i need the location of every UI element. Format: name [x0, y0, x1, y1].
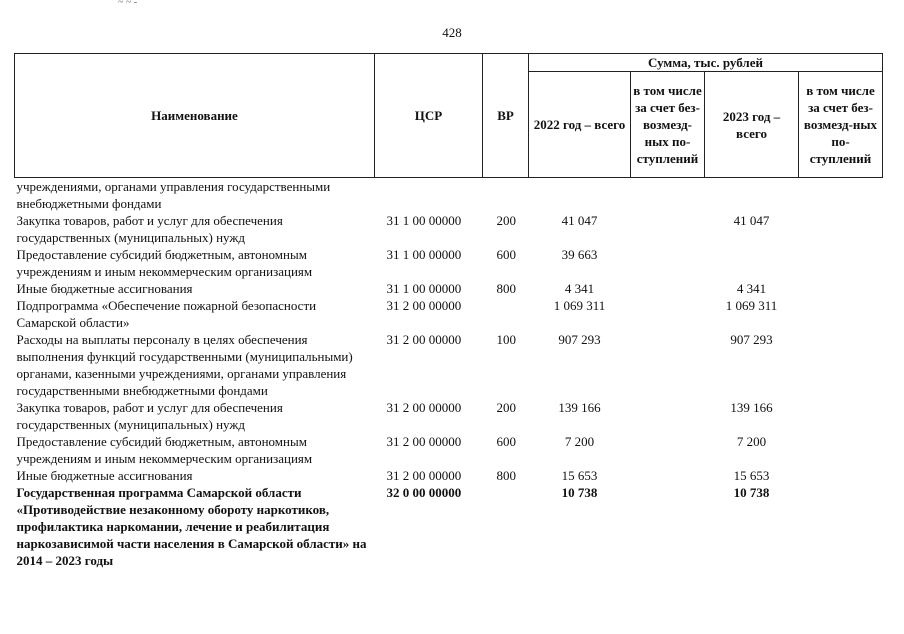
row-vr-code: 800: [496, 468, 516, 483]
page-number: 428: [442, 25, 462, 40]
header-2022-total: 2022 год – всего: [529, 72, 631, 178]
row-sum-2022: 1 069 311: [553, 298, 606, 313]
row-free-2023: [799, 212, 883, 246]
row-vr-code: [483, 178, 529, 213]
row-sum-2023: 7 200: [736, 434, 767, 449]
row-free-2023: [799, 331, 883, 399]
header-2023-total: 2023 год – всего: [705, 72, 799, 178]
row-vr-code: [483, 297, 529, 331]
row-free-2022: [631, 399, 705, 433]
row-free-2023: [799, 484, 883, 569]
row-csr-code: 31 1 00 00000: [386, 281, 462, 296]
row-sum-2022: 41 047: [561, 213, 598, 228]
header-name: Наименование: [15, 54, 375, 178]
row-free-2022: [631, 178, 705, 213]
row-sum-2022: 39 663: [561, 247, 598, 262]
row-name: Государственная программа Самарской области «Противодействие незаконному обороту наркотиков, профилактика наркомании, лечение и реабилитация наркозависимой части населения в Самарской области» на 2014 – 2023 годы: [16, 485, 367, 568]
row-csr-code: 31 2 00 00000: [386, 400, 462, 415]
row-sum-2023: 1 069 311: [725, 298, 778, 313]
row-csr-code: 31 1 00 00000: [386, 247, 462, 262]
row-sum-2022: 4 341: [564, 281, 595, 296]
row-free-2022: [631, 331, 705, 399]
row-free-2022: [631, 484, 705, 569]
row-vr-code: 200: [496, 400, 516, 415]
row-free-2022: [631, 467, 705, 484]
row-sum-2023: 139 166: [730, 400, 773, 415]
row-free-2023: [799, 399, 883, 433]
row-vr-code: 800: [496, 281, 516, 296]
table-row: [15, 433, 883, 467]
row-free-2022: [631, 433, 705, 467]
header-vr: ВР: [483, 54, 529, 178]
table-row: [15, 484, 883, 569]
table-row: [15, 246, 883, 280]
row-free-2023: [799, 178, 883, 213]
row-free-2023: [799, 280, 883, 297]
row-sum-2022: 15 653: [561, 468, 598, 483]
row-free-2022: [631, 297, 705, 331]
corner-scribble-mark: ~ ~ -: [118, 0, 138, 8]
row-sum-2023: [705, 246, 799, 280]
row-vr-code: 600: [496, 434, 516, 449]
row-sum-2023: 41 047: [733, 213, 770, 228]
header-csr: ЦСР: [375, 54, 483, 178]
row-name: Расходы на выплаты персоналу в целях обеспечения выполнения функций государственными (муниципальными) органами, казенными учреждениями, органами управления государственными внебюджетными фондами: [16, 332, 353, 398]
row-sum-2022: 139 166: [558, 400, 601, 415]
table-row: [15, 212, 883, 246]
row-vr-code: 200: [496, 213, 516, 228]
row-sum-2022: 907 293: [558, 332, 601, 347]
row-free-2022: [631, 280, 705, 297]
header-2022-free: в том числе за счет без-возмезд-ных по-ступлений: [631, 72, 705, 178]
row-name: Иные бюджетные ассигнования: [16, 468, 193, 483]
table-row: [15, 280, 883, 297]
row-sum-2023: 907 293: [730, 332, 773, 347]
row-csr-code: 31 2 00 00000: [386, 434, 462, 449]
row-free-2022: [631, 212, 705, 246]
header-2023-free: в том числе за счет без-возмезд-ных по-ступлений: [799, 72, 883, 178]
row-sum-2022: 10 738: [561, 485, 598, 500]
row-sum-2023: [705, 178, 799, 213]
row-sum-2023: 4 341: [736, 281, 767, 296]
budget-table: [14, 53, 883, 569]
row-name: Подпрограмма «Обеспечение пожарной безопасности Самарской области»: [16, 298, 317, 330]
row-sum-2023: 15 653: [733, 468, 770, 483]
row-name: Закупка товаров, работ и услуг для обеспечения государственных (муниципальных) нужд: [16, 400, 283, 432]
row-csr-code: 31 2 00 00000: [386, 298, 462, 313]
table-row: [15, 331, 883, 399]
row-name: Предоставление субсидий бюджетным, автономным учреждениям и иным некоммерческим организациям: [16, 434, 313, 466]
row-csr-code: 32 0 00 00000: [386, 485, 462, 500]
row-name: Предоставление субсидий бюджетным, автономным учреждениям и иным некоммерческим организациям: [16, 247, 313, 279]
row-free-2022: [631, 246, 705, 280]
row-free-2023: [799, 297, 883, 331]
row-name: Иные бюджетные ассигнования: [16, 281, 193, 296]
row-csr-code: 31 2 00 00000: [386, 332, 462, 347]
table-row: [15, 399, 883, 433]
table-row: [15, 297, 883, 331]
row-csr-code: [375, 178, 483, 213]
row-free-2023: [799, 467, 883, 484]
table-header: [15, 54, 883, 178]
row-vr-code: [483, 484, 529, 569]
row-free-2023: [799, 433, 883, 467]
row-name: Закупка товаров, работ и услуг для обеспечения государственных (муниципальных) нужд: [16, 213, 283, 245]
table-row: [15, 467, 883, 484]
row-sum-2022: 7 200: [564, 434, 595, 449]
row-csr-code: 31 2 00 00000: [386, 468, 462, 483]
table-body: [15, 178, 883, 570]
row-name: учреждениями, органами управления государственными внебюджетными фондами: [15, 178, 375, 213]
row-vr-code: 100: [496, 332, 516, 347]
header-sum-group: Сумма, тыс. рублей: [529, 54, 883, 72]
row-free-2023: [799, 246, 883, 280]
row-csr-code: 31 1 00 00000: [386, 213, 462, 228]
table-row: [15, 178, 883, 213]
row-vr-code: 600: [496, 247, 516, 262]
row-sum-2022: [529, 178, 631, 213]
row-sum-2023: 10 738: [733, 485, 770, 500]
